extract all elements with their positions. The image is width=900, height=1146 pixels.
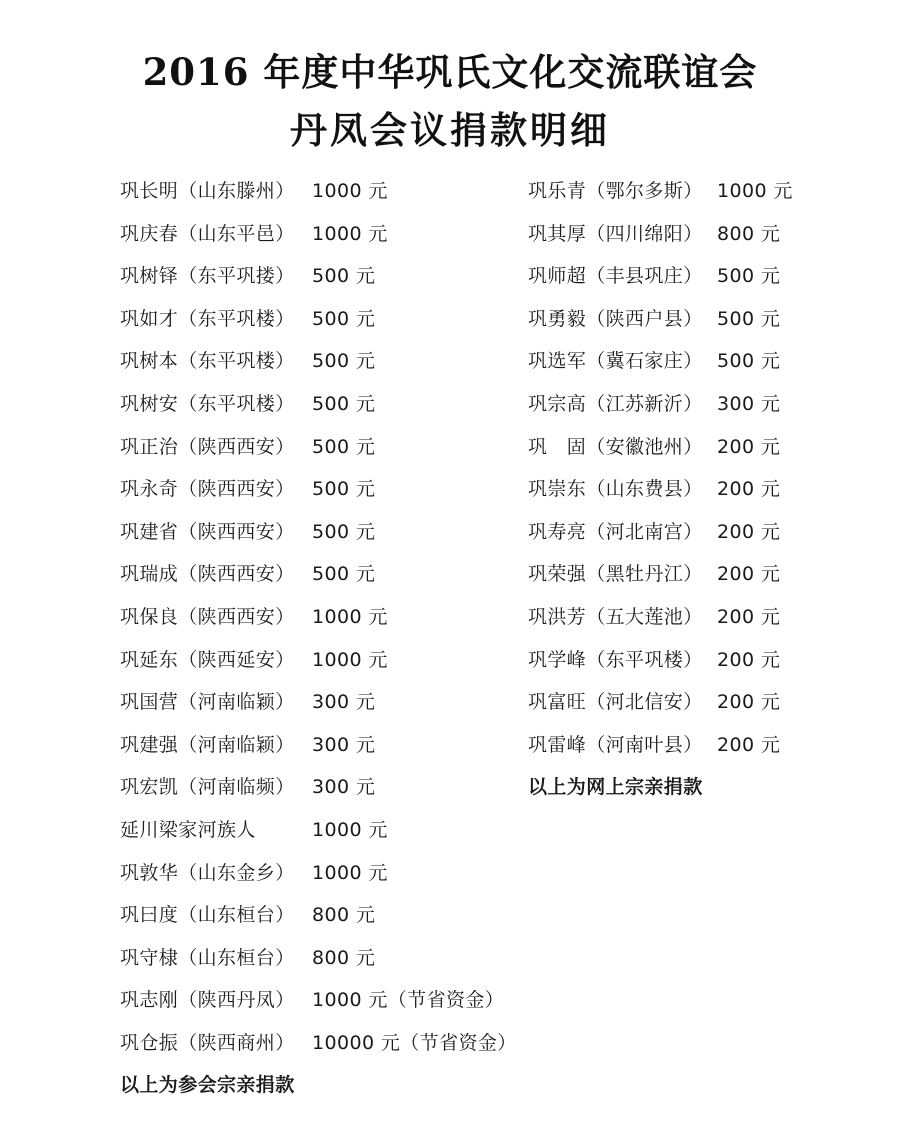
donation-amount: 500 元 [312, 478, 376, 501]
donor-name: 巩延东（陕西延安） [120, 648, 295, 671]
donor-name: 巩建省（陕西西安） [120, 520, 295, 543]
donation-amount: 300 元 [312, 691, 376, 714]
donation-amount: 500 元 [312, 392, 376, 415]
donation-entry [120, 213, 520, 256]
document-title [0, 44, 900, 160]
donation-amount: 500 元 [312, 435, 376, 458]
donation-entry [528, 553, 888, 596]
donation-amount: 1000 元 [312, 861, 388, 884]
title-line-2: 丹凤会议捐款明细 [290, 108, 610, 152]
donor-name: 巩宏凯（河南临频） [120, 776, 295, 799]
donation-amount: 1000 元 [312, 222, 388, 245]
donor-name: 巩其厚（四川绵阳） [528, 222, 703, 245]
donor-name: 巩学峰（东平巩楼） [528, 648, 703, 671]
donor-name: 巩 固（安徽池州） [528, 435, 703, 458]
donor-name: 巩乐青（鄂尔多斯） [528, 180, 703, 202]
donor-name: 巩选军（冀石家庄） [528, 350, 703, 373]
donation-amount: 300 元 [312, 776, 376, 799]
donation-entry [120, 426, 520, 469]
donor-name: 巩荣强（黑牡丹江） [528, 563, 703, 586]
donation-entry [120, 298, 520, 341]
donation-amount: 200 元 [717, 478, 781, 501]
donor-name: 巩正治（陕西西安） [120, 435, 295, 458]
donation-entry [528, 596, 888, 639]
donor-name: 巩志刚（陕西丹凤） [120, 989, 295, 1012]
donation-entry [120, 724, 520, 767]
donation-entry [120, 468, 520, 511]
donation-entry [120, 170, 520, 213]
donation-entry [528, 639, 888, 682]
donation-amount: 500 元 [312, 563, 376, 586]
donation-amount: 200 元 [717, 563, 781, 586]
donor-name: 巩敦华（山东金乡） [120, 861, 295, 884]
donation-entry [528, 298, 888, 341]
donor-name: 巩洪芳（五大莲池） [528, 605, 703, 628]
donation-amount: 300 元 [717, 392, 781, 415]
donation-amount: 800 元 [312, 904, 376, 927]
donor-name: 巩仓振（陕西商州） [120, 1031, 295, 1054]
donation-entry [120, 894, 520, 937]
donation-amount: 200 元 [717, 733, 781, 756]
donor-name: 巩守棣（山东桓台） [120, 946, 295, 969]
title-line-1: 2016 年度中华巩氏文化交流联谊会 [142, 50, 758, 94]
donor-name: 巩如才（东平巩楼） [120, 307, 295, 330]
donation-amount: 1000 元 [312, 648, 388, 671]
donation-entry [528, 255, 888, 298]
donation-amount: 1000 元 [312, 605, 388, 628]
donor-name: 巩崇东（山东费县） [528, 478, 703, 501]
attendee-donation-note: 以上为参会宗亲捐款 [120, 1074, 295, 1097]
donor-name: 巩宗高（江苏新沂） [528, 392, 703, 415]
donor-name: 巩曰度（山东桓台） [120, 904, 295, 927]
donation-entry [120, 809, 520, 852]
donation-entry [120, 852, 520, 895]
donation-entry [120, 596, 520, 639]
donation-amount: 500 元 [312, 265, 376, 288]
donation-amount: 500 元 [312, 520, 376, 543]
left-donation-list [120, 170, 520, 1107]
donation-amount: 200 元 [717, 435, 781, 458]
donation-amount: 500 元 [717, 265, 781, 288]
donation-amount: 300 元 [312, 733, 376, 756]
donor-name: 巩勇毅（陕西户县） [528, 307, 703, 330]
donation-entry [528, 340, 888, 383]
donation-entry [528, 468, 888, 511]
donor-name: 巩庆春（山东平邑） [120, 222, 295, 245]
donation-entry [528, 681, 888, 724]
donor-name: 巩树铎（东平巩搂） [120, 265, 295, 288]
donor-name: 巩树本（东平巩楼） [120, 350, 295, 373]
donation-amount: 800 元 [717, 222, 781, 245]
donor-name: 巩树安（东平巩楼） [120, 392, 295, 415]
donor-name: 巩保良（陕西西安） [120, 605, 295, 628]
donation-amount: 200 元 [717, 691, 781, 714]
donation-entry [528, 724, 888, 767]
donation-entry [120, 511, 520, 554]
donation-entry [120, 340, 520, 383]
donation-amount: 500 元 [312, 350, 376, 373]
right-donation-list [528, 170, 888, 809]
donation-entry [528, 170, 888, 213]
donor-name: 巩富旺（河北信安） [528, 691, 703, 714]
donation-amount: 1000 元 [312, 818, 388, 841]
donation-entry [120, 979, 520, 1022]
donation-entry [120, 1022, 520, 1065]
donation-entry [528, 383, 888, 426]
donor-name: 巩雷峰（河南叶县） [528, 733, 703, 756]
donation-amount: 500 元 [312, 307, 376, 330]
donation-amount: 1000 元 [717, 180, 793, 202]
donation-amount: 1000 元 [312, 180, 388, 202]
donation-entry [528, 213, 888, 256]
donation-amount: 1000 元（节省资金） [312, 989, 505, 1012]
donor-name: 巩师超（丰县巩庄） [528, 265, 703, 288]
donation-amount: 500 元 [717, 350, 781, 373]
donor-name: 巩寿亮（河北南宫） [528, 520, 703, 543]
donor-name: 巩国营（河南临颖） [120, 691, 295, 714]
donor-name: 巩瑞成（陕西西安） [120, 563, 295, 586]
donation-entry [120, 639, 520, 682]
donor-name: 巩建强（河南临颖） [120, 733, 295, 756]
online-donation-note: 以上为网上宗亲捐款 [528, 776, 703, 799]
donation-amount: 200 元 [717, 520, 781, 543]
donation-amount: 200 元 [717, 605, 781, 628]
donor-name: 巩永奇（陕西西安） [120, 478, 295, 501]
donation-entry [120, 681, 520, 724]
donation-entry [528, 426, 888, 469]
donation-amount: 500 元 [717, 307, 781, 330]
donor-name: 延川梁家河族人 [120, 818, 256, 841]
donation-amount: 10000 元（节省资金） [312, 1031, 517, 1054]
donation-amount: 200 元 [717, 648, 781, 671]
donor-name: 巩长明（山东滕州） [120, 180, 295, 202]
donation-amount: 800 元 [312, 946, 376, 969]
donation-entry [120, 383, 520, 426]
donation-entry [120, 766, 520, 809]
donation-entry [528, 511, 888, 554]
donation-entry [120, 255, 520, 298]
donation-entry [120, 553, 520, 596]
donation-entry [120, 937, 520, 980]
